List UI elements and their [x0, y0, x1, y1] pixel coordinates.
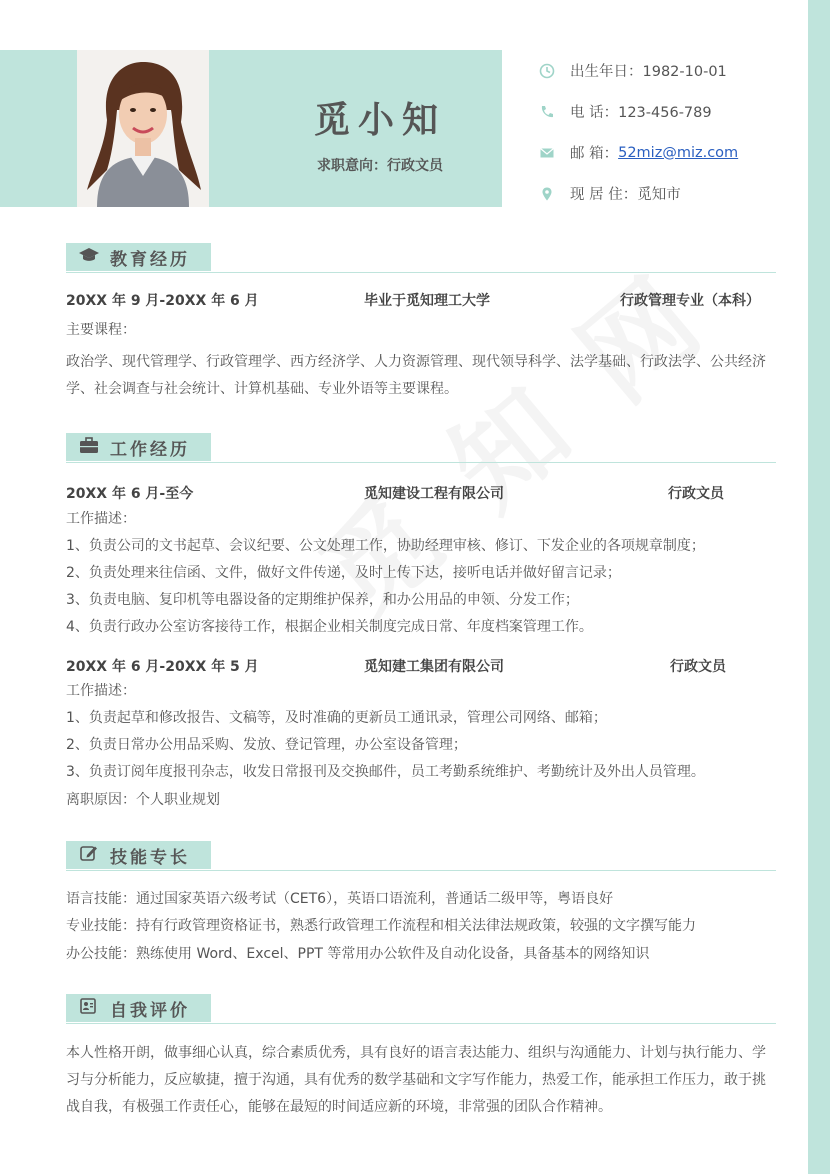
section-work	[66, 433, 776, 463]
job-period: 20XX 年 6 月-至今	[66, 486, 194, 502]
section-skills-tag	[66, 841, 211, 869]
section-education-tag	[66, 243, 211, 271]
self-eval-text: 本人性格开朗，做事细心认真，综合素质优秀，具有良好的语言表达能力、组织与沟通能力、计划与执行能力、学习与分析能力，反应敏捷，擅于沟通，具有优秀的数学基础和文字写作能力，热爱工作，能承担工作压力，敢于挑战自我，有极强工作责任心，能够在最短的时间适应新的环境，非常强的团队合作精神。	[66, 1045, 766, 1115]
graduation-cap-icon	[78, 246, 100, 268]
candidate-name: 觅小知	[313, 100, 446, 141]
job-company: 觅知建工集团有限公司	[364, 659, 504, 675]
section-self-eval	[66, 994, 776, 1024]
email-label: 邮 箱：	[570, 146, 619, 162]
section-work-title: 工作经历	[110, 439, 190, 460]
contact-birth	[538, 60, 727, 81]
job-intent: 求职意向：行政文员	[317, 158, 443, 174]
edit-icon	[78, 844, 100, 866]
job-company: 觅知建设工程有限公司	[364, 486, 504, 502]
job-item: 3、负责电脑、复印机等电器设备的定期维护保养，和办公用品的申领、分发工作；	[66, 592, 579, 608]
envelope-icon	[538, 144, 556, 162]
job-item: 2、负责日常办公用品采购、发放、登记管理，办公室设备管理；	[66, 737, 467, 753]
contact-email	[538, 142, 738, 163]
skill-item: 办公技能：熟练使用 Word、Excel、PPT 等常用办公软件及自动化设备，具备基本的网络知识	[66, 946, 650, 962]
avatar	[77, 50, 209, 207]
section-education	[66, 243, 776, 273]
job-desc-label: 工作描述：	[66, 683, 136, 699]
skill-item: 语言技能：通过国家英语六级考试（CET6），英语口语流利，普通话二级甲等，粤语良好	[66, 891, 614, 907]
section-education-title: 教育经历	[110, 249, 190, 270]
courses-text: 政治学、现代管理学、行政管理学、西方经济学、人力资源管理、现代领导科学、法学基础、行政法学、公共经济学、社会调查与社会统计、计算机基础、专业外语等主要课程。	[66, 354, 766, 397]
job-item: 2、负责处理来往信函、文件，做好文件传递，及时上传下达，接听电话并做好留言记录；	[66, 565, 621, 581]
address-text: 现 居 住：觅知市	[570, 187, 681, 203]
education-period: 20XX 年 9 月-20XX 年 6 月	[66, 293, 259, 309]
job-period: 20XX 年 6 月-20XX 年 5 月	[66, 659, 259, 675]
briefcase-icon	[78, 436, 100, 458]
phone-icon	[538, 103, 556, 121]
clock-icon	[538, 62, 556, 80]
job-item: 3、负责订阅年度报刊杂志，收发日常报刊及交换邮件，员工考勤系统维护、考勤统计及外出人员管理。	[66, 764, 705, 780]
job-desc-label: 工作描述：	[66, 511, 136, 527]
skill-item: 专业技能：持有行政管理资格证书，熟悉行政管理工作流程和相关法律法规政策，较强的文字撰写能力	[66, 918, 696, 934]
job-item: 1、负责公司的文书起草、会议纪要、公文处理工作，协助经理审核、修订、下发企业的各项规章制度；	[66, 538, 705, 554]
section-divider	[66, 1023, 776, 1024]
section-self-eval-tag	[66, 994, 211, 1022]
section-divider	[66, 870, 776, 871]
section-skills-title: 技能专长	[110, 847, 190, 868]
courses-label: 主要课程：	[66, 322, 136, 338]
job-position: 行政文员	[668, 486, 724, 502]
contact-address	[538, 183, 681, 204]
education-major: 行政管理专业（本科）	[620, 293, 760, 309]
job-item: 1、负责起草和修改报告、文稿等，及时准确的更新员工通讯录，管理公司网络、邮箱；	[66, 710, 607, 726]
decorative-side-bar	[808, 0, 830, 1174]
job-item: 4、负责行政办公室访客接待工作，根据企业相关制度完成日常、年度档案管理工作。	[66, 619, 593, 635]
email-link[interactable]: 52miz@miz.com	[618, 144, 739, 161]
location-pin-icon	[538, 185, 556, 203]
profile-card-icon	[78, 997, 100, 1019]
section-work-tag	[66, 433, 211, 461]
section-skills	[66, 841, 776, 871]
birth-text: 出生年日：1982-10-01	[570, 64, 727, 80]
education-school: 毕业于觅知理工大学	[364, 293, 490, 309]
section-divider	[66, 272, 776, 273]
section-divider	[66, 462, 776, 463]
job-position: 行政文员	[670, 659, 726, 675]
phone-text: 电 话：123-456-789	[570, 105, 712, 121]
section-self-eval-title: 自我评价	[110, 1000, 190, 1021]
job-leave-reason: 离职原因：个人职业规划	[66, 792, 220, 808]
contact-phone	[538, 101, 712, 122]
